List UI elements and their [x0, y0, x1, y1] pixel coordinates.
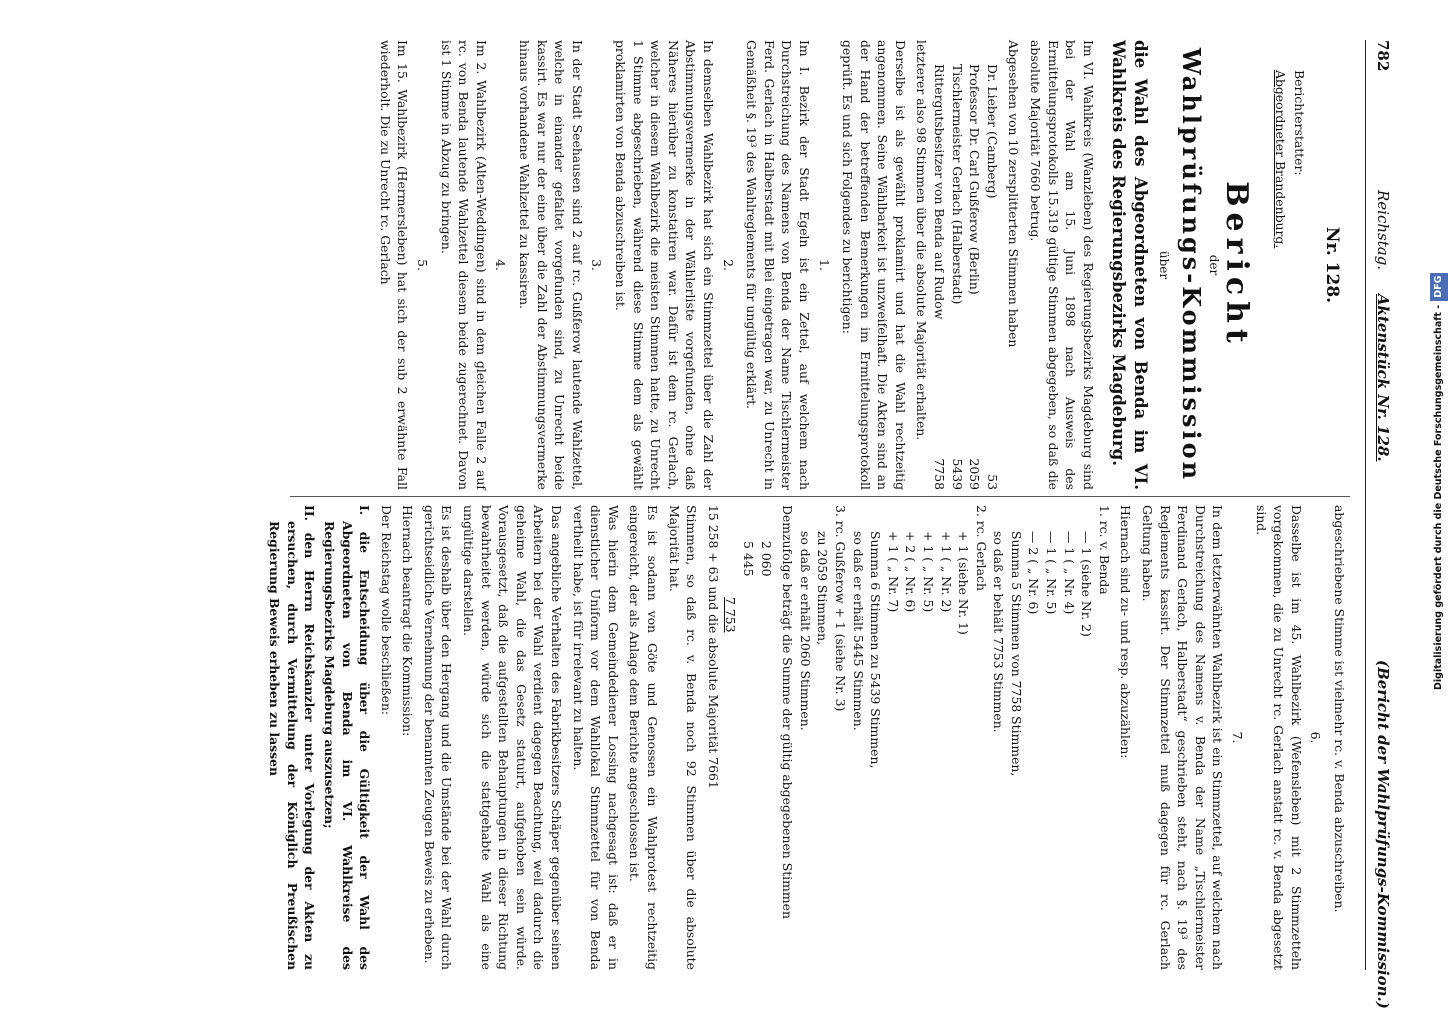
candidate-votes: 7758 [932, 458, 948, 490]
paragraph: Das angebliche Verhalten des Fabrikbesitzers Schäper gegenüber seinen Arbeitern bei der Wahl verdient dagegen Beachtung, weil dadurch die geheime Wahl, die das Gesetz statuirt, aufgehoben sein würde. Vorausgesetzt, daß die aufgestellten Behauptungen in dieser Richtung bewahrheitet werden, würde sich die stattgehabte Wahl als eine ungültige darstellen. [461, 505, 565, 970]
paragraph: Im I. Bezirk der Stadt Egeln ist ein Zettel, auf welchem nach Durchstreichung des Namens von Benda der Name Tischlermeister Ferd. Gerlach in Halberstadt mit Blei eingetragen war, zu Unrecht in Gemäßheit §. 19³ des Wahlreglements für ungültig erklärt. [744, 40, 812, 490]
paragraph: Hiernach sind zu- und resp. abzuzählen: [1118, 505, 1134, 759]
header-center [1374, 190, 1392, 462]
paragraph: Derselbe ist als gewählt proklamirt und hat die Wahl rechtzeitig angenommen. Seine Wählbarkeit ist unzweifelhaft. Die Akten sind an der Hand der betreffenden Bemerkungen im Ermittelungsprotokoll geprüft. Es und sich Folgendes zu berichtigen: [840, 40, 908, 490]
report-subject: die Wahl des Abgeordneten von Benda im VI. Wahlkreis des Regierungsbezirks Magdeburg. [1108, 40, 1150, 490]
paragraph: Was hierin dem Gemeindediener Lossing nachgesagt ist: daß er in dienstlicher Uniform vor dem Wahllokal Stimmzettel für von Benda vertheilt habe, ist für irrelevant zu halten. [570, 505, 621, 970]
calc-result: so daß er erhält 5445 Stimmen. [850, 531, 866, 731]
credit-text: Digitalisierung gefördert durch die Deutsche Forschungsgemeinschaft - [1433, 304, 1444, 690]
paragraph: Dasselbe ist im 45. Wahlbezirk (Wefensleben) mit 2 Stimmzetteln vorgekommen, die zu Unrecht rc. Gerlach anstatt rc. v. Benda abgesetzt sind. [1253, 505, 1304, 970]
section-number: 4. [493, 259, 509, 271]
candidate-votes: 5439 [949, 458, 965, 490]
motion-list [266, 505, 374, 970]
column-divider [290, 496, 1350, 497]
reporter-label: Berichterstatter: [1292, 70, 1308, 176]
section-number: 3. [589, 259, 605, 271]
left-column [372, 40, 1348, 490]
calc-total: 15 258 + 63 und die absolute Majorität 7661 [705, 505, 721, 789]
paragraph: Demzufolge beträgt die Summe der gültig abgegebenen Stimmen [780, 505, 796, 919]
candidate-votes: 53 [984, 474, 1000, 490]
reporter-name [1271, 40, 1289, 490]
paragraph: Abgesehen von 10 zersplitterten Stimmen haben [1006, 40, 1022, 348]
credit-text-rotated [1430, 0, 1448, 1000]
paragraph: abgeschriebene Stimme ist vielmehr rc. v. Benda abzuschreiben. [1332, 505, 1347, 913]
section-number: 2. [720, 259, 736, 271]
calc-row: — 1 ( „ Nr. 4) [1061, 531, 1077, 615]
paragraph: Es ist sodann von Göte und Genossen ein Wahlprotest rechtzeitig eingereicht, der als Anlage dem Berichte angeschlossen ist. [627, 505, 661, 970]
calc-result: so daß er erhält 2060 Stimmen. [797, 531, 813, 731]
calc-row: — 2 ( „ Nr. 6) [1026, 531, 1042, 615]
digitization-credit [1414, 0, 1444, 1000]
calc-line: 7 753 [723, 597, 739, 633]
section-number: 7. [1230, 731, 1246, 744]
calc-row: + 1 ( „ Nr. 5) [920, 531, 936, 613]
paragraph: Stimmen, so daß rc. v. Benda noch 92 Stimmen über die absolute Majorität hat. [666, 505, 700, 970]
section-number: 1. [816, 259, 832, 271]
paragraph: Im VI. Wahlkreis (Wanzleben) des Regierungsbezirks Magdeburg sind bei der Wahl am 15. Juni 1898 nach Ausweis des Ermittelungsprotokolls 15.319 gültige Stimmen abgegeben, so daß die absolute Majorität 7660 betrug. [1028, 40, 1096, 490]
paragraph: Im 15. Wahlbezirk (Hermersleben) hat sich der sub 2 erwähnte Fall wiederholt. Die zu Unrecht rc. Gerlach [377, 40, 411, 490]
calc-line: 5 445 [741, 541, 756, 577]
page-number: 782 [1374, 40, 1392, 72]
page-header [1365, 40, 1400, 1009]
section-number: 6. [1308, 731, 1324, 744]
motion-item: II. den Herrn Reichskanzler unter Vorlegung der Akten zu ersuchen, durch Vermittelung der Königlich Preußischen Regierung Beweis erheben zu lassen [267, 505, 318, 970]
calc-row: — 1 (siehe Nr. 2) [1079, 531, 1095, 637]
calc-row: + 1 ( „ Nr. 2) [938, 531, 954, 613]
vote-row [931, 40, 949, 490]
calc-line: 2 060 [758, 541, 774, 577]
gerlach-label: 2. rc. Gerlach [973, 505, 989, 591]
right-column [264, 505, 1348, 970]
header-aktenstueck: Aktenstück Nr. 128. [1374, 293, 1392, 462]
paragraph: In demselben Wahlbezirk hat sich ein Stimmzettel über die Zahl der Abstimmungsvermerke in der Wählerliste vorgefunden, ohne daß Näheres hierüber zu konstatiren war. Dafür ist dem rc. Gerlach, welcher in diesem Wahlbezirk die meisten Stimmen hatte, zu Unrecht 1 Stimme abgeschrieben, während diese Stimme dem als gewählt proklamirten von Benda abzuschreiben ist. [613, 40, 716, 490]
candidate-name: Professor Dr. Carl Gußferow (Berlin) [967, 64, 983, 295]
gerlach-calculation [849, 505, 990, 970]
candidate-name: Tischlermeister Gerlach (Halberstadt) [949, 64, 965, 305]
dfg-logo: DFG [1430, 273, 1448, 301]
paragraph: Im 2. Wahlbezirk (Alten-Weddingen) sind in dem gleichen Falle 2 auf rc. von Benda lautende Wahlzettel diesem beide zugerechnet. Davon ist 1 Stimme in Abzug zu bringen. [438, 40, 489, 490]
header-left-text: Reichstag. [1374, 190, 1392, 271]
benda-calculation [990, 505, 1113, 970]
calc-row: + 1 ( „ Nr. 7) [885, 531, 901, 613]
calc-sum: Summa 6 Stimmen zu 5439 Stimmen, [868, 531, 884, 769]
commission-headline: Wahlprüfungs-Kommission [1177, 47, 1207, 483]
gussferow-calculation [796, 505, 849, 970]
title-ueber: über [1157, 250, 1172, 280]
calc-result: so daß er behält 7753 Stimmen. [991, 531, 1007, 733]
section-number: 5. [415, 259, 431, 271]
header-right-text: (Bericht der Wahlprüfungs-Kommission.) [1374, 660, 1392, 1009]
title-der: der [1206, 254, 1221, 276]
reporter-name-text: Abgeordneter Brandenburg. [1272, 70, 1288, 249]
paragraph: Hiernach beantragt die Kommission: [400, 505, 416, 737]
candidate-name: Dr. Lieber (Camberg) [984, 64, 1000, 199]
total-calculation [704, 505, 774, 970]
calc-row: + 1 (siehe Nr. 1) [956, 531, 972, 635]
paragraph: In der Stadt Seehausen sind 2 auf rc. Gußferow lautende Wahlzettel, welche in einander gefaltet vorgefunden sind, zu Unrecht beide kassirt. Es war nur der eine über die Zahl der Abstimmungsvermerke hinaus vorhandene Wahlzettel zu kassiren. [517, 40, 585, 490]
paragraph: Es ist deshalb über den Hergang und die Umstände bei der Wahl durch gerichtseidliche Vernehmung der benannten Zeugen Beweis zu erheben. [421, 505, 455, 970]
paragraph: letzterer also 98 Stimmen über die absolute Majorität erhalten. [914, 40, 930, 441]
vote-row [983, 40, 1001, 490]
paragraph: Der Reichstag wolle beschließen: [378, 505, 394, 716]
candidate-name: Rittergutsbesitzer von Benda auf Rudow [932, 64, 948, 320]
paragraph: In dem letzterwähnten Wahlbezirk ist ein Stimmzettel, auf welchem nach Durchstreichung des Namens v. Benda der Name „Tischlermeister Ferdinand Gerlach, Halberstadt“ geschrieben steht, nach §. 19³ des Reglements kassirt. Der Stimmzettel muß dagegen für rc. Gerlach Geltung haben. [1140, 505, 1226, 970]
calc-sum: zu 2059 Stimmen, [815, 531, 831, 646]
candidate-votes: 2059 [967, 458, 983, 490]
vote-row [948, 40, 966, 490]
gussferow-line: 3. rc. Gußferow + 1 (siehe Nr. 3) [832, 505, 848, 712]
motion-item: I. die Entscheidung über die Gültigkeit der Wahl des Abgeordneten von Benda im VI. Wahlkreise des Regierungsbezirks Magdeburg auszusetzen; [321, 505, 373, 970]
benda-label: 1. rc. v. Benda [1096, 505, 1112, 595]
vote-table [931, 40, 1001, 490]
calc-row: + 2 ( „ Nr. 6) [903, 531, 919, 613]
document-number: Nr. 128. [1322, 226, 1342, 304]
calc-row: — 1 ( „ Nr. 5) [1044, 531, 1060, 615]
calc-sum: Summa 5 Stimmen von 7758 Stimmen, [1008, 531, 1024, 777]
vote-row [966, 40, 984, 490]
report-title: Bericht [1219, 181, 1255, 349]
